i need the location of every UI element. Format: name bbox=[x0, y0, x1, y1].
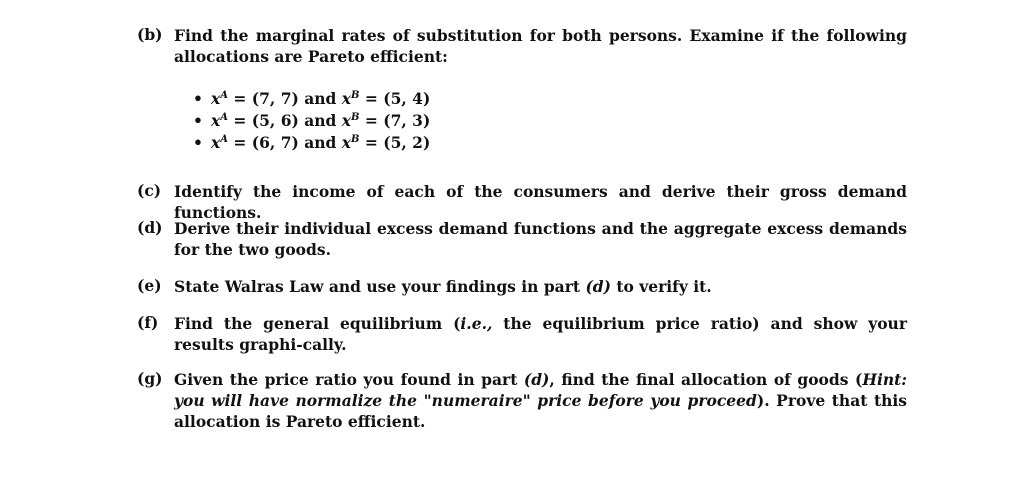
bullet-icon: • bbox=[193, 133, 203, 152]
question-text: Identify the income of each of the consumers and derive their gross demand functions. bbox=[174, 182, 907, 222]
hint-text: Hint: you will have normalize the "numeraire" price before you proceed bbox=[174, 370, 907, 410]
question-label: (e) bbox=[137, 276, 162, 295]
question-text: State Walras Law and use your findings in part (d) to verify it. bbox=[174, 277, 712, 296]
question-e bbox=[137, 276, 907, 297]
bullet-icon: • bbox=[193, 89, 203, 108]
question-label: (c) bbox=[137, 181, 162, 200]
question-d bbox=[137, 218, 907, 260]
question-label: (b) bbox=[137, 25, 163, 44]
question-c bbox=[137, 181, 907, 223]
question-label: (g) bbox=[137, 369, 163, 388]
list-item: • $x^A = (6$, 7) and $x^B = (5$, 2) bbox=[193, 133, 431, 152]
question-label: (d) bbox=[137, 218, 163, 237]
question-text: Find the general equilibrium (i.e., the equilibrium price ratio) and show your results graphi-cally. bbox=[174, 314, 907, 354]
question-g bbox=[137, 369, 907, 432]
question-f bbox=[137, 313, 907, 355]
question-text: Given the price ratio you found in part (d), find the final allocation of goods (Hint: you will have normalize the "numeraire" price before you proceed). Prove that this allocation is Pareto efficient. bbox=[174, 370, 908, 431]
list-item: • $x^A = (7$, 7) and $x^B = (5$, 4) bbox=[193, 89, 431, 108]
question-text: Derive their individual excess demand functions and the aggregate excess demands for the two goods. bbox=[174, 219, 907, 259]
question-b bbox=[137, 25, 907, 67]
question-label: (f) bbox=[137, 313, 159, 332]
question-text: Find the marginal rates of substitution for both persons. Examine if the following allocations are Pareto efficient: bbox=[174, 26, 907, 66]
allocation-list bbox=[193, 88, 493, 154]
list-item: • $x^A = (5$, 6) and $x^B = (7$, 3) bbox=[193, 111, 431, 130]
bullet-icon: • bbox=[193, 111, 203, 130]
